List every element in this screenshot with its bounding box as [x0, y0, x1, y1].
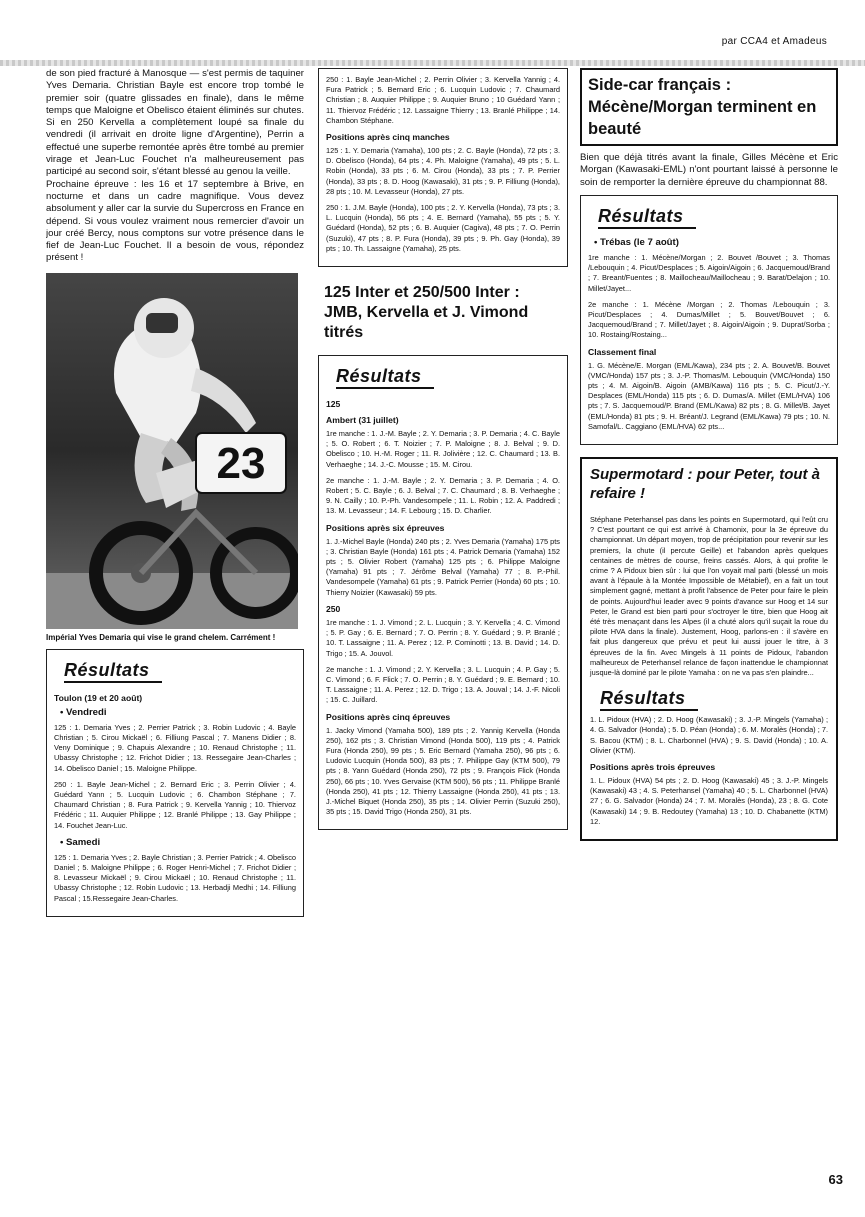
supermotard-text: Stéphane Peterhansel pas dans les points en Supermotard, qui l'eût cru ? C'est pourtant ce qui est arrivé à Chamonix, pour la 3e épreuve du championnat. Un départ moyen, trop de précipitation pour revenir sur les premiers, la chute (il percute Geille) et l'abandon après quelques centaines de mètres de course, freins cassés. Alors, à qui profite le crime ? A Pidoux bien sûr : lui que l'on voyait mal parti (blessé un mois avant à l'épaule à la Montée Impossible de Métabief), en a fait un tout simplement gagné, mettant à profit l'absence de Peter pour faire le plein de points. Aujourd'hui leader avec 9 points d'avance sur Hoog et 14 sur Peter, le Grand est bien parti pour s'octroyer le titre, bien que Hoog ait été très menaçant dans les Alpes (il a chuté alors qu'il suçait la roue du pilote HVA dans la finale). Justement, Hoog, parlons-en : il s'avère en fait plus dangereux que prévu et peut lui aussi jouer le titre, à 3 épreuves de la fin. Avec Mingels à 11 points de Pidoux, l'abandon malheureux de Peterhansel relance de façon inattendue le championnat jusque-là dominé par le pilote Yamaha : on ne va pas s'en plaindre... [590, 514, 828, 677]
supermotard-standings-title: Positions après trois épreuves [590, 762, 716, 772]
standings-six-title: Positions après six épreuves [326, 522, 445, 533]
rider-illustration [46, 273, 298, 629]
column-middle [318, 68, 568, 830]
results-box-toulon [46, 649, 304, 917]
motocross-photo [46, 273, 298, 629]
column-right [580, 68, 838, 841]
event-title: Toulon (19 et 20 août) [54, 692, 143, 703]
race1-250: 1re manche : 1. J. Vimond ; 2. L. Lucquin ; 3. Y. Kervella ; 4. C. Vimond ; 5. P. Gay ; 6. E. Bernard ; 7. O. Perrin ; 8. Y. Guédard ; 9. P. Branlé ; 10. T. Lassaigne ; 11. A. Perez ; 12. P. Cominotti ; 13. B. David ; 14. D. Trigo ; 15. A. Jouvol. [326, 617, 560, 658]
standings-five-title: Positions après cinq épreuves [326, 711, 451, 722]
sidecar-headline: Side-car français : Mécène/Morgan terminent en beauté [588, 76, 817, 138]
supermotard-article [580, 457, 838, 841]
results-box-inter [318, 355, 568, 830]
final-standings: 1. G. Mécène/E. Morgan (EML/Kawa), 234 pts ; 2. A. Bouvet/B. Bouvet (VMC/Honda) 157 pts ; 3. J.-P. Thomas/M. Lebouquin (VMC/Honda) 150 pts ; 4. M. Aigoin/B. Aigoin (AMB/Kawa) 116 pts ; 5. C. Picut/J.-Y. Desplaces (EML/Honda) 115 pts ; 6. D. Dumas/A. Millet (EML/HVA) 106 pts ; 7. S. Jacquemoud/P. Brand (EML/Kawa) 82 pts ; 8. G. Millet/B. Jayet (EML/Honda) 81 pts ; 9. H. Bréant/J. Legrand (EML/Kawa) 79 pts ; 10. N. Samofal/L. Caggiano (EML/HVA) 62 pts... [588, 360, 830, 431]
inter-headline: 125 Inter et 250/500 Inter : JMB, Kervella et J. Vimond titrés [324, 284, 529, 342]
results-heading: Résultats [598, 205, 684, 226]
page-number: 63 [828, 1172, 843, 1187]
standings-five: 1. Jacky Vimond (Yamaha 500), 189 pts ; 2. Yannig Kervella (Honda 250), 162 pts ; 3. Christian Vimond (Honda 500), 119 pts ; 4. Patrick Fura (Honda 250), 99 pts ; 5. Eric Bernard (Yamaha 250), 96 pts ; 6. Ludovic Lucquin (Honda 500), 83 pts ; 7. Philippe Gay (KTM 500), 79 pts ; 8. Yann Guédard (Honda 250), 72 pts ; 9. François Flick (Honda 250), 66 pts ; 10. Yves Gervaise (KTM 500), 56 pts ; 11. Philippe Branlé (Honda 250), 41 pts ; 12. Thierry Lassaigne (Honda 250), 41 pts ; 13. J.-Michel Biquet (Honda 250), 35 pts ; 14. Olivier Perrin (Suzuki 250), 35 pts ; 15. David Trigo (Honda 250), 31 pts. [326, 725, 560, 817]
article-intro-text: de son pied fracturé à Manosque — s'est permis de taquiner Yves Demaria. Christian Bayle est encore trop tombé le premier soir (quatre glissades en finale), dans le même temps que Maloigne et Obelisco étaient éliminés sur chutes. Si en 250 Kervella a complètement loupé sa finale du vendredi (il arrivait en droite ligne d'Argentine), Perrin a effectué une superbe remontée après être tombé au premier virage et Jean-Luc Fouchet n'a malheureusement pas participé au second soir, s'étant blessé au genou la veille. [46, 68, 304, 178]
result-friday-250: 250 : 1. Bayle Jean-Michel ; 2. Bernard Eric ; 3. Perrin Olivier ; 4. Guédard Yann ; 5. Lucquin Ludovic ; 6. Chambon Stéphane ; 7. Chaumard Christian ; 8. Fura Patrick ; 9. Kervella Yannig ; 10. Thiervoz Frédéric ; 11. Auquier Philippe ; 12. Branlé Philippe ; 13. Gay Philippe ; 14. Fouchet Jean-Luc. [54, 779, 296, 830]
day-saturday: • Samedi [60, 836, 101, 848]
supermotard-standings: 1. L. Pidoux (HVA) 54 pts ; 2. D. Hoog (Kawasaki) 45 ; 3. J.-P. Mingels (Kawasaki) 43 ; 4. S. Peterhansel (Yamaha) 40 ; 5. L. Charbonnel (HVA) 27 ; 6. G. Salvador (Honda) 24 ; 7. M. Moralès (Honda), 23 ; 8. G. Cote (Kawasaki) 14 ; 9. B. Redoutey (Yamaha) 13 ; 10. D. Chabanette (KTM) 12. [590, 776, 828, 826]
result-250-saturday: 250 : 1. Bayle Jean-Michel ; 2. Perrin Olivier ; 3. Kervella Yannig ; 4. Fura Patrick ; 5. Bernard Eric ; 6. Lucquin Ludovic ; 7. Chaumard Christian ; 8. Auquier Philippe ; 9. Auquier Bruno ; 10 Guédard Yann ; 11. Thiervoz Frédéric ; 12. Lassaigne Thierry ; 13. Branlé Philippe ; 14. Chambon Stéphane. [326, 75, 560, 125]
results-box-sidecar [580, 195, 838, 445]
sidecar-race1: 1re manche : 1. Mécène/Morgan ; 2. Bouvet /Bouvet ; 3. Thomas /Lebouquin ; 4. Picut/Desplaces ; 5. Aigoin/Aigoin ; 6. Jacquemoud/Brand ; 7. Breant/Fuentes ; 8. Maillocheau/Maillocheau ; 9. Barat/Delajon ; 10. Millet/Jayet... [588, 252, 830, 293]
race-number-plate: 23 [216, 438, 266, 488]
category-250: 250 [326, 603, 341, 614]
results-heading: Résultats [600, 688, 686, 709]
race1-125: 1re manche : 1. J.-M. Bayle ; 2. Y. Demaria ; 3. P. Demaria ; 4. C. Bayle ; 5. O. Robert ; 6. T. Noizier ; 7. P. Maloigne ; 8. J. Belval ; 9. D. Obelisco ; 10. H.-M. Roger ; 11. R. Jolivière ; 12. C. Chaumard ; 13. B. Verhaeghe ; 14. J.-C. Mousse ; 15. M. Cirou. [326, 429, 560, 469]
category-125: 125 [326, 399, 341, 410]
sidecar-race2: 2e manche : 1. Mécène /Morgan ; 2. Thomas /Lebouquin ; 3. Picut/Desplaces ; 4. Dumas/Millet ; 5. Bouvet/Bouvet ; 6. Jacquemoud/Brand ; 7. Millet/Jayet ; 8. Aigoin/Aigoin ; 9. Duprat/Sorba ; 10. Rostaing/Rostaing... [588, 299, 830, 340]
result-friday-125: 125 : 1. Demaria Yves ; 2. Perrier Patrick ; 3. Robin Ludovic ; 4. Bayle Christian ; 5. Cirou Mickaël ; 6. Filliung Pascal ; 7. Manens Didier ; 8. Veny Dominique ; 9. Chapuis Alexandre ; 10. Renaud Christophe ; 11. Ubassy Christophe ; 12. Frichot Didier ; 13. Ressegaire Jean-Charles ; 14. Obelisco Daniel ; 15. Maloigne Philippe. [54, 722, 296, 773]
results-heading: Résultats [336, 366, 422, 387]
standings-title: Positions après cinq manches [326, 132, 450, 143]
race2-125: 2e manche : 1. J.-M. Bayle ; 2. Y. Demaria ; 3. P. Demaria ; 4. O. Robert ; 5. C. Bayle ; 6. J. Belval ; 7. C. Chaumard ; 8. B. Verhaeghe ; 9. N. Cailly ; 10. P.-Ph. Vandesompele ; 11. L. Robin ; 12. A. Paddredi ; 13. M. Levasseur ; 14. F. Lebourg ; 15. D. Charlier. [326, 475, 560, 516]
article-outro-text: Prochaine épreuve : les 16 et 17 septembre à Brive, en nocturne et dans un cadre magnifique. Vous devez absolument y aller car la survie du Supercross en France en dépend. Si vous voulez vraiment nous remercier d'avoir un jour créé Bercy, nous comptons sur votre présence dans le fief de Jean-Luc Fouchet. Il a besoin de vous, répondez présent ! [46, 178, 304, 264]
standings-250: 250 : 1. J.M. Bayle (Honda), 100 pts ; 2. Y. Kervella (Honda), 73 pts ; 3. L. Lucquin (Honda), 56 pts ; 4. E. Bernard (Yamaha), 55 pts ; 5. Y. Guédard (Honda), 52 pts ; 6. B. Auquier (Cagiva), 48 pts ; 7. O. Perrin (Suzuki), 47 pts ; 8. P. Fura (Honda), 39 pts ; 9. Ph. Gay (Honda), 39 pts ; 10. Th. Lassaigne (Yamaha), 25 pts. [326, 203, 560, 253]
final-standings-title: Classement final [588, 346, 657, 357]
sidecar-banner [580, 68, 838, 146]
header-credit: par CCA4 et Amadeus [721, 36, 827, 47]
photo-caption: Impérial Yves Demaria qui vise le grand chelem. Carrément ! [46, 632, 276, 642]
day-friday: • Vendredi [60, 706, 107, 718]
header-rule [0, 60, 865, 66]
inter-article [318, 279, 568, 347]
column-left [46, 68, 304, 917]
sidecar-intro: Bien que déjà titrés avant la finale, Gilles Mécène et Eric Morgan (Kawasaki-EML) n'ont pourtant laissé à personne le soin de remporter la dernière épreuve du championnat 88. [580, 152, 838, 188]
race2-250: 2e manche : 1. J. Vimond ; 2. Y. Kervella ; 3. L. Lucquin ; 4. P. Gay ; 5. C. Vimond ; 6. F. Flick ; 7. O. Perrin ; 8. Y. Guédard ; 9. E. Bernard ; 10. T. Lassaigne ; 11. A. Perez ; 12. D. Trigo ; 13. A. Jouval ; 14. J.-F. Nicoli ; 15. C. Juillard. [326, 664, 560, 705]
supermotard-results: 1. L. Pidoux (HVA) ; 2. D. Hoog (Kawasaki) ; 3. J.-P. Mingels (Yamaha) ; 4. G. Salvador (Honda) ; 5. D. Péan (Honda) ; 6. M. Moralès (Honda) ; 7. S. Bacou (KTM) ; 8. L. Charbonnel (HVA) ; 9. S. David (Honda) ; 10. A. Olivier (KTM). [590, 715, 828, 755]
event-trebas: • Trébas (le 7 août) [594, 236, 679, 248]
results-heading: Résultats [64, 659, 150, 680]
event-ambert: Ambert (31 juillet) [326, 415, 399, 426]
result-saturday-125: 125 : 1. Demaria Yves ; 2. Bayle Christian ; 3. Perrier Patrick ; 4. Obelisco Daniel ; 5. Maloigne Philippe ; 6. Roger Henri-Michel ; 7. Frichot Didier ; 8. Levasseur Mickaël ; 9. Cirou Mickaël ; 10. Renaud Christophe ; 11. Ubassy Christophe ; 12. Robin Ludovic ; 13. Herbadji Medhi ; 14. Filliung Pascal ; 15.Ressegaire Jean-Charles. [54, 852, 296, 903]
supermotard-headline: Supermotard : pour Peter, tout à refaire ! [590, 465, 821, 502]
standings-six: 1. J.-Michel Bayle (Honda) 240 pts ; 2. Yves Demaria (Yamaha) 175 pts ; 3. Christian Bayle (Honda) 161 pts ; 4. Patrick Demaria (Yamaha) 152 pts ; 5. Olivier Robert (Yamaha) 125 pts ; 6. Philippe Maloigne (Yamaha) 91 pts ; 7. Jérôme Belval (Yamaha) 77 ; 8. P.-Phil. Vandesompele (Yamaha) 61 pts ; 9. Patrick Perrier (Honda) 60 pts ; 10. Thierry Noizier (Kawasaki) 59 pts. [326, 536, 560, 597]
standings-125: 125 : 1. Y. Demaria (Yamaha), 100 pts ; 2. C. Bayle (Honda), 72 pts ; 3. D. Obelisco (Honda), 64 pts ; 4. Ph. Maloigne (Yamaha), 49 pts ; 5. L. Robin (Honda), 33 pts ; 6. M. Cirou (Honda), 33 pts ; 7. P. Perrier (Honda), 33 pts ; 8. D. Hoog (Kawasaki), 31 pts ; 9. P. Filliung (Honda), 28 pts ; 10. M. Levasseur (Honda), 27 pts. [326, 146, 560, 196]
results-box-supercross [318, 68, 568, 267]
